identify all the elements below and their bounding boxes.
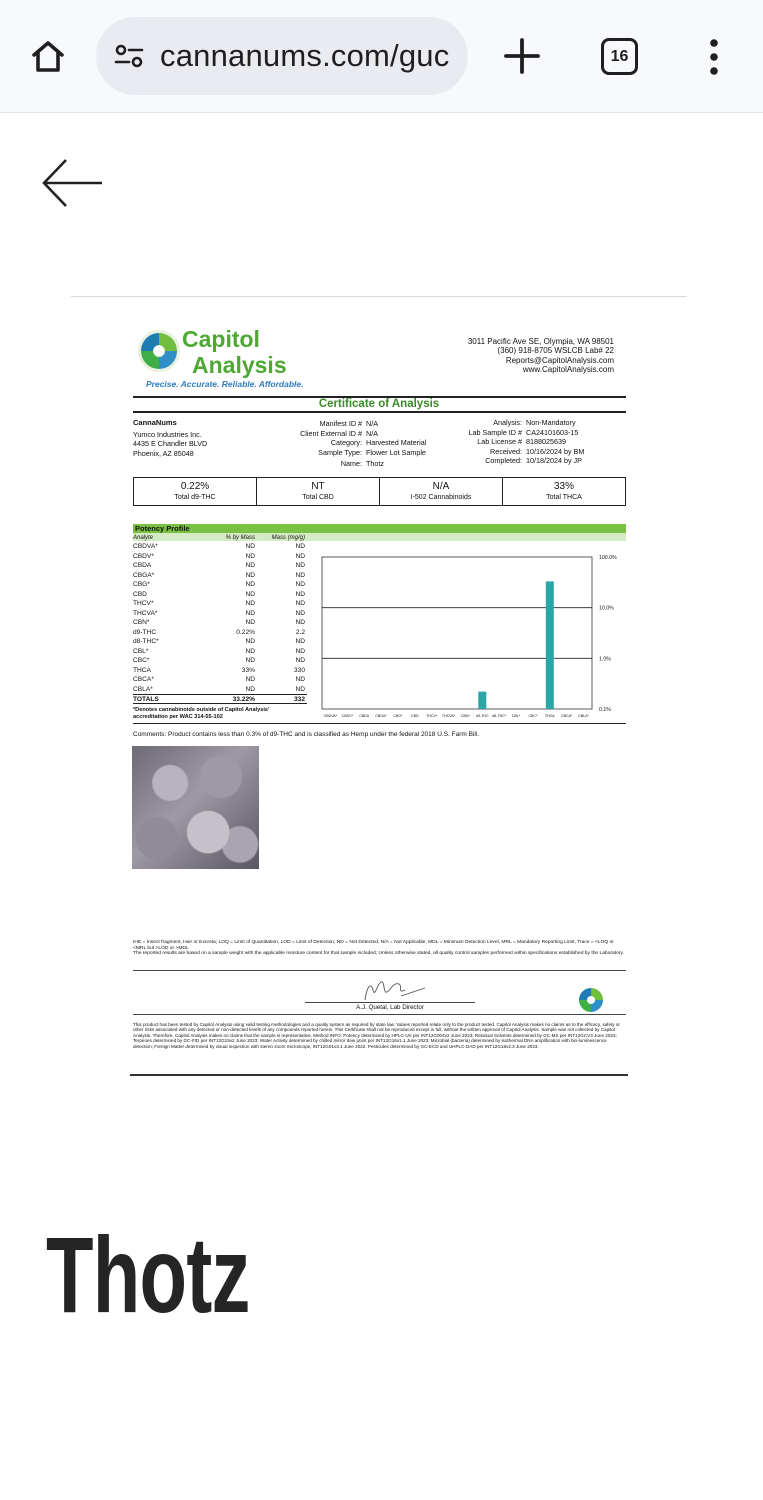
lab-address-line: Reports@CapitolAnalysis.com <box>505 355 614 365</box>
client-address: Phoenix, AZ 85048 <box>133 448 194 458</box>
potency-cell: ND <box>245 609 255 617</box>
sample-info-value: N/A <box>366 419 378 428</box>
potency-cell: THCVA* <box>133 609 158 617</box>
potency-cell: 33% <box>241 666 255 674</box>
potency-cell: ND <box>295 571 305 579</box>
potency-cell: ND <box>245 600 255 607</box>
x-tick-label: CBLA* <box>578 714 589 718</box>
potency-row <box>133 580 307 590</box>
potency-row <box>133 666 307 676</box>
x-tick-label: CBL* <box>511 714 521 718</box>
lab-name-line2: Analysis <box>192 352 287 378</box>
potency-cell: CBLA* <box>133 685 153 693</box>
potency-footnote: *Denotes cannabinoids outside of Capitol Analysis' accreditation per WAC 314-55-102 <box>133 707 270 720</box>
y-tick-label: 100.0% <box>599 555 617 561</box>
potency-cell: CBDA <box>133 562 152 569</box>
summary-cell <box>380 478 503 505</box>
summary-value: NT <box>311 481 325 492</box>
lab-tagline: Precise. Accurate. Reliable. Affordable. <box>146 379 304 389</box>
lab-info-label: Analysis: <box>493 418 522 427</box>
tab-switcher-button[interactable]: 16 <box>601 38 638 75</box>
potency-profile-header: Potency Profile <box>133 524 626 533</box>
potency-cell: 0.22% <box>236 628 255 636</box>
back-arrow-icon[interactable] <box>40 155 104 211</box>
potency-cell: THCV* <box>133 600 154 607</box>
certificate-of-analysis <box>130 322 628 1077</box>
potency-cell: ND <box>245 647 255 655</box>
summary-label: Total CBD <box>302 494 334 501</box>
potency-row <box>133 628 307 638</box>
potency-total-cell: 332 <box>293 696 305 703</box>
potency-cell: CBG* <box>133 581 150 588</box>
legend-text: The reported results are based on a sample weight with the applicable moisture content for that sample included; Unless otherwise stated, all quality control samples performed within specifications established by the Laboratory. <box>133 951 624 957</box>
sample-info-value: N/A <box>366 428 378 438</box>
potency-cell: ND <box>245 619 255 626</box>
potency-row <box>133 618 307 628</box>
site-info-icon[interactable] <box>112 39 146 73</box>
potency-cell: 330 <box>293 666 305 674</box>
header-rule <box>133 411 626 413</box>
x-tick-label: CBD <box>411 714 419 718</box>
summary-cell <box>134 478 257 505</box>
summary-label: Total THCA <box>546 494 582 501</box>
potency-cell: ND <box>295 657 305 664</box>
x-tick-label: CBDA <box>359 714 370 718</box>
lab-info-label: Lab Sample ID # <box>468 427 522 437</box>
summary-value: N/A <box>432 481 450 492</box>
potency-cell: ND <box>245 638 255 645</box>
potency-cell: ND <box>295 590 305 598</box>
legend-text: IHE = Insect fragment, Hair or Excreta; LOQ = Limit of Quantitation, LOD = Limit of Detection, ND = Not Detected, N/A = Not Applicable, MDL = Minimum Detection Level, MRL = Mandatory Reporting Limit, Trace = <LOQ or <MRL but >LOD or >MDL <box>133 940 614 951</box>
sample-info-value: Harvested Material <box>366 438 427 448</box>
summary-cell <box>257 478 380 505</box>
section-rule <box>130 1074 628 1076</box>
x-tick-label: d9-THC <box>476 714 489 718</box>
potency-row <box>133 675 307 685</box>
x-tick-label: CBCA* <box>560 714 573 718</box>
lab-info-label: Received: <box>490 446 522 456</box>
potency-row <box>133 599 307 609</box>
potency-table-header <box>133 534 307 542</box>
x-tick-label: CBGA* <box>375 714 387 718</box>
potency-bar-chart <box>307 541 627 721</box>
potency-cell: CBL* <box>133 647 149 655</box>
x-tick-label: THCV* <box>426 714 438 718</box>
potency-cell: ND <box>245 543 255 550</box>
potency-cell: CBCA* <box>133 676 154 683</box>
lab-address-line: www.CapitolAnalysis.com <box>522 364 614 374</box>
potency-cell: CBC* <box>133 657 150 664</box>
x-tick-label: CBG* <box>393 714 403 718</box>
potency-cell: ND <box>295 685 305 693</box>
address-bar[interactable] <box>96 17 468 95</box>
potency-row <box>133 552 307 562</box>
potency-row <box>133 561 307 571</box>
section-rule <box>133 723 626 724</box>
lab-info-value: Non-Mandatory <box>526 418 576 427</box>
column-header: Analyte <box>133 535 154 541</box>
potency-table <box>133 534 307 704</box>
signature-image <box>305 976 475 1004</box>
product-photo <box>132 746 259 869</box>
potency-total-cell: TOTALS <box>133 696 159 703</box>
signature-line <box>305 1002 475 1003</box>
sample-info-value: Thotz <box>366 459 384 469</box>
potency-cell: ND <box>295 647 305 655</box>
lab-info-label: Lab License # <box>477 437 522 447</box>
signer-name: A.J. Quetal, Lab Director <box>356 1004 424 1011</box>
x-tick-label: CBDVA* <box>323 714 338 718</box>
x-tick-label: CBN* <box>460 714 470 718</box>
potency-cell: THCA <box>133 666 151 674</box>
y-tick-label: 10.0% <box>599 605 614 612</box>
sample-info-label: Manifest ID # <box>319 419 362 428</box>
sample-info-label: Sample Type: <box>318 447 362 457</box>
summary-value: 33% <box>553 481 574 492</box>
potency-cell: ND <box>295 552 305 560</box>
summary-table <box>133 477 626 506</box>
capitol-analysis-logo-icon <box>135 327 183 375</box>
summary-label: Total d9-THC <box>174 494 216 501</box>
lab-info-value: 10/16/2024 by BM <box>526 446 585 456</box>
summary-value: 0.22% <box>180 481 210 492</box>
sample-info <box>280 419 426 469</box>
potency-cell: ND <box>295 676 305 683</box>
potency-row <box>133 647 307 657</box>
client-address: 4435 E Chandler BLVD <box>133 439 208 449</box>
potency-row <box>133 685 307 695</box>
lab-disclaimer: This product has been tested by Capitol Analysis using valid testing methodologies and a quality system as required by state law. Values reported relate only to the product tested. Capitol Analysis makes no claims as to the efficacy, safety or other risks associated with any detected or non-detected levels of any compounds reported herein. This Certificate shall not be reproduced except in full, without the written approval of Capitol Analysis. Sample was not collected by Capitol Analysis. Therefore, Capitol Analysis makes no claims that the sample is representative. Method INFO: Potency determined by HPLC-UV per INT12G004v2 June 2023; Residual Solvents determined by GC-MS per INT12GCV3 June 2023; Terpenes determined by GC-FID per INT12G15v2 June 2023; Water Activity determined by chilled mirror dew point per INT12G16v1.1 June 2023; Microbial (bacteria) determined by isothermal DNA amplification with bio-luminescence detection; Foreign Matter determined by visual inspection with stereo zoom microscope, INT12G01v3.1 June 2022. Pesticides determined by GC-ECD and UHPLC-DAD per INT12G18v2.3 June 2023. <box>133 1022 620 1049</box>
lab-info-value: 8188025639 <box>526 437 566 447</box>
client-info <box>133 418 207 458</box>
lab-info-label: Completed: <box>485 456 522 466</box>
potency-cell: ND <box>295 562 305 569</box>
potency-cell: ND <box>245 562 255 569</box>
more-options-icon[interactable] <box>702 37 726 77</box>
sample-info-value: Flower Lot Sample <box>366 447 426 457</box>
client-name: CannaNums <box>133 418 177 427</box>
capitol-analysis-small-logo-icon <box>575 984 607 1016</box>
certificate-title: Certificate of Analysis <box>318 398 440 410</box>
x-tick-label: THCA <box>544 714 555 718</box>
potency-cell: CBD <box>133 590 147 598</box>
x-tick-label: CBDV* <box>341 714 354 718</box>
summary-label: I-502 Cannabinoids <box>410 494 472 501</box>
divider <box>71 296 687 297</box>
potency-cell: ND <box>295 638 305 645</box>
potency-cell: d8-THC* <box>133 638 159 645</box>
new-tab-icon[interactable] <box>500 34 544 78</box>
summary-cell <box>503 478 625 505</box>
browser-toolbar <box>0 0 763 113</box>
sample-info-label: Name: <box>340 459 362 469</box>
potency-row <box>133 637 307 647</box>
url-text: cannanums.com/guc <box>160 38 450 73</box>
potency-cell: CBN* <box>133 619 150 626</box>
potency-cell: d9-THC <box>133 628 157 636</box>
lab-info <box>448 418 584 466</box>
lab-info-value: CA24101603-15 <box>526 427 579 437</box>
potency-total-cell: 33.22% <box>232 696 255 703</box>
potency-row <box>133 609 307 619</box>
x-tick-label: THCVA* <box>441 714 456 718</box>
potency-cell: ND <box>245 676 255 683</box>
potency-row <box>133 656 307 666</box>
potency-cell: ND <box>295 619 305 626</box>
section-rule <box>133 970 626 971</box>
lab-name-line1: Capitol <box>182 326 260 352</box>
potency-cell: ND <box>245 590 255 598</box>
bar-d9-thc <box>478 692 486 709</box>
column-header: % by Mass <box>225 535 255 541</box>
y-tick-label: 0.1% <box>599 707 611 713</box>
potency-cell: ND <box>295 543 305 550</box>
column-header: Mass (mg/g) <box>271 535 305 541</box>
sample-info-label: Client External ID # <box>300 428 362 438</box>
potency-cell: ND <box>295 581 305 588</box>
bar-thca <box>546 581 554 709</box>
potency-row <box>133 542 307 552</box>
potency-cell: CBDVA* <box>133 543 158 550</box>
lab-address-line: 3011 Pacific Ave SE, Olympia, WA 98501 <box>467 337 614 346</box>
potency-row <box>133 571 307 581</box>
potency-cell: ND <box>295 600 305 607</box>
potency-row <box>133 590 307 600</box>
potency-total-row <box>133 694 307 704</box>
abbreviation-legend <box>133 940 626 957</box>
home-button[interactable] <box>24 32 72 80</box>
y-tick-label: 1.0% <box>599 656 611 663</box>
client-company: Yumco Industries Inc. <box>133 430 202 440</box>
potency-cell: ND <box>245 657 255 664</box>
potency-cell: CBDV* <box>133 552 154 560</box>
lab-info-value: 10/18/2024 by JP <box>526 456 582 466</box>
section-rule <box>133 1014 626 1015</box>
lab-address-line: (360) 918-8705 WSLCB Lab# 22 <box>497 346 614 356</box>
potency-cell: CBGA* <box>133 571 155 579</box>
potency-cell: ND <box>245 581 255 588</box>
potency-cell: ND <box>245 571 255 579</box>
potency-cell: ND <box>295 609 305 617</box>
sample-info-label: Category: <box>330 438 362 448</box>
comments: Comments: Product contains less than 0.3% of d9-THC and is classified as Hemp under the federal 2018 U.S. Farm Bill. <box>133 731 480 738</box>
potency-cell: ND <box>245 552 255 560</box>
x-tick-label: CBC* <box>528 714 538 718</box>
lab-address <box>414 337 614 374</box>
potency-cell: 2.2 <box>295 628 305 636</box>
x-tick-label: d8-THC* <box>492 714 507 718</box>
potency-cell: ND <box>245 685 255 693</box>
product-title: Thotz <box>46 1214 250 1335</box>
home-icon <box>28 36 68 76</box>
